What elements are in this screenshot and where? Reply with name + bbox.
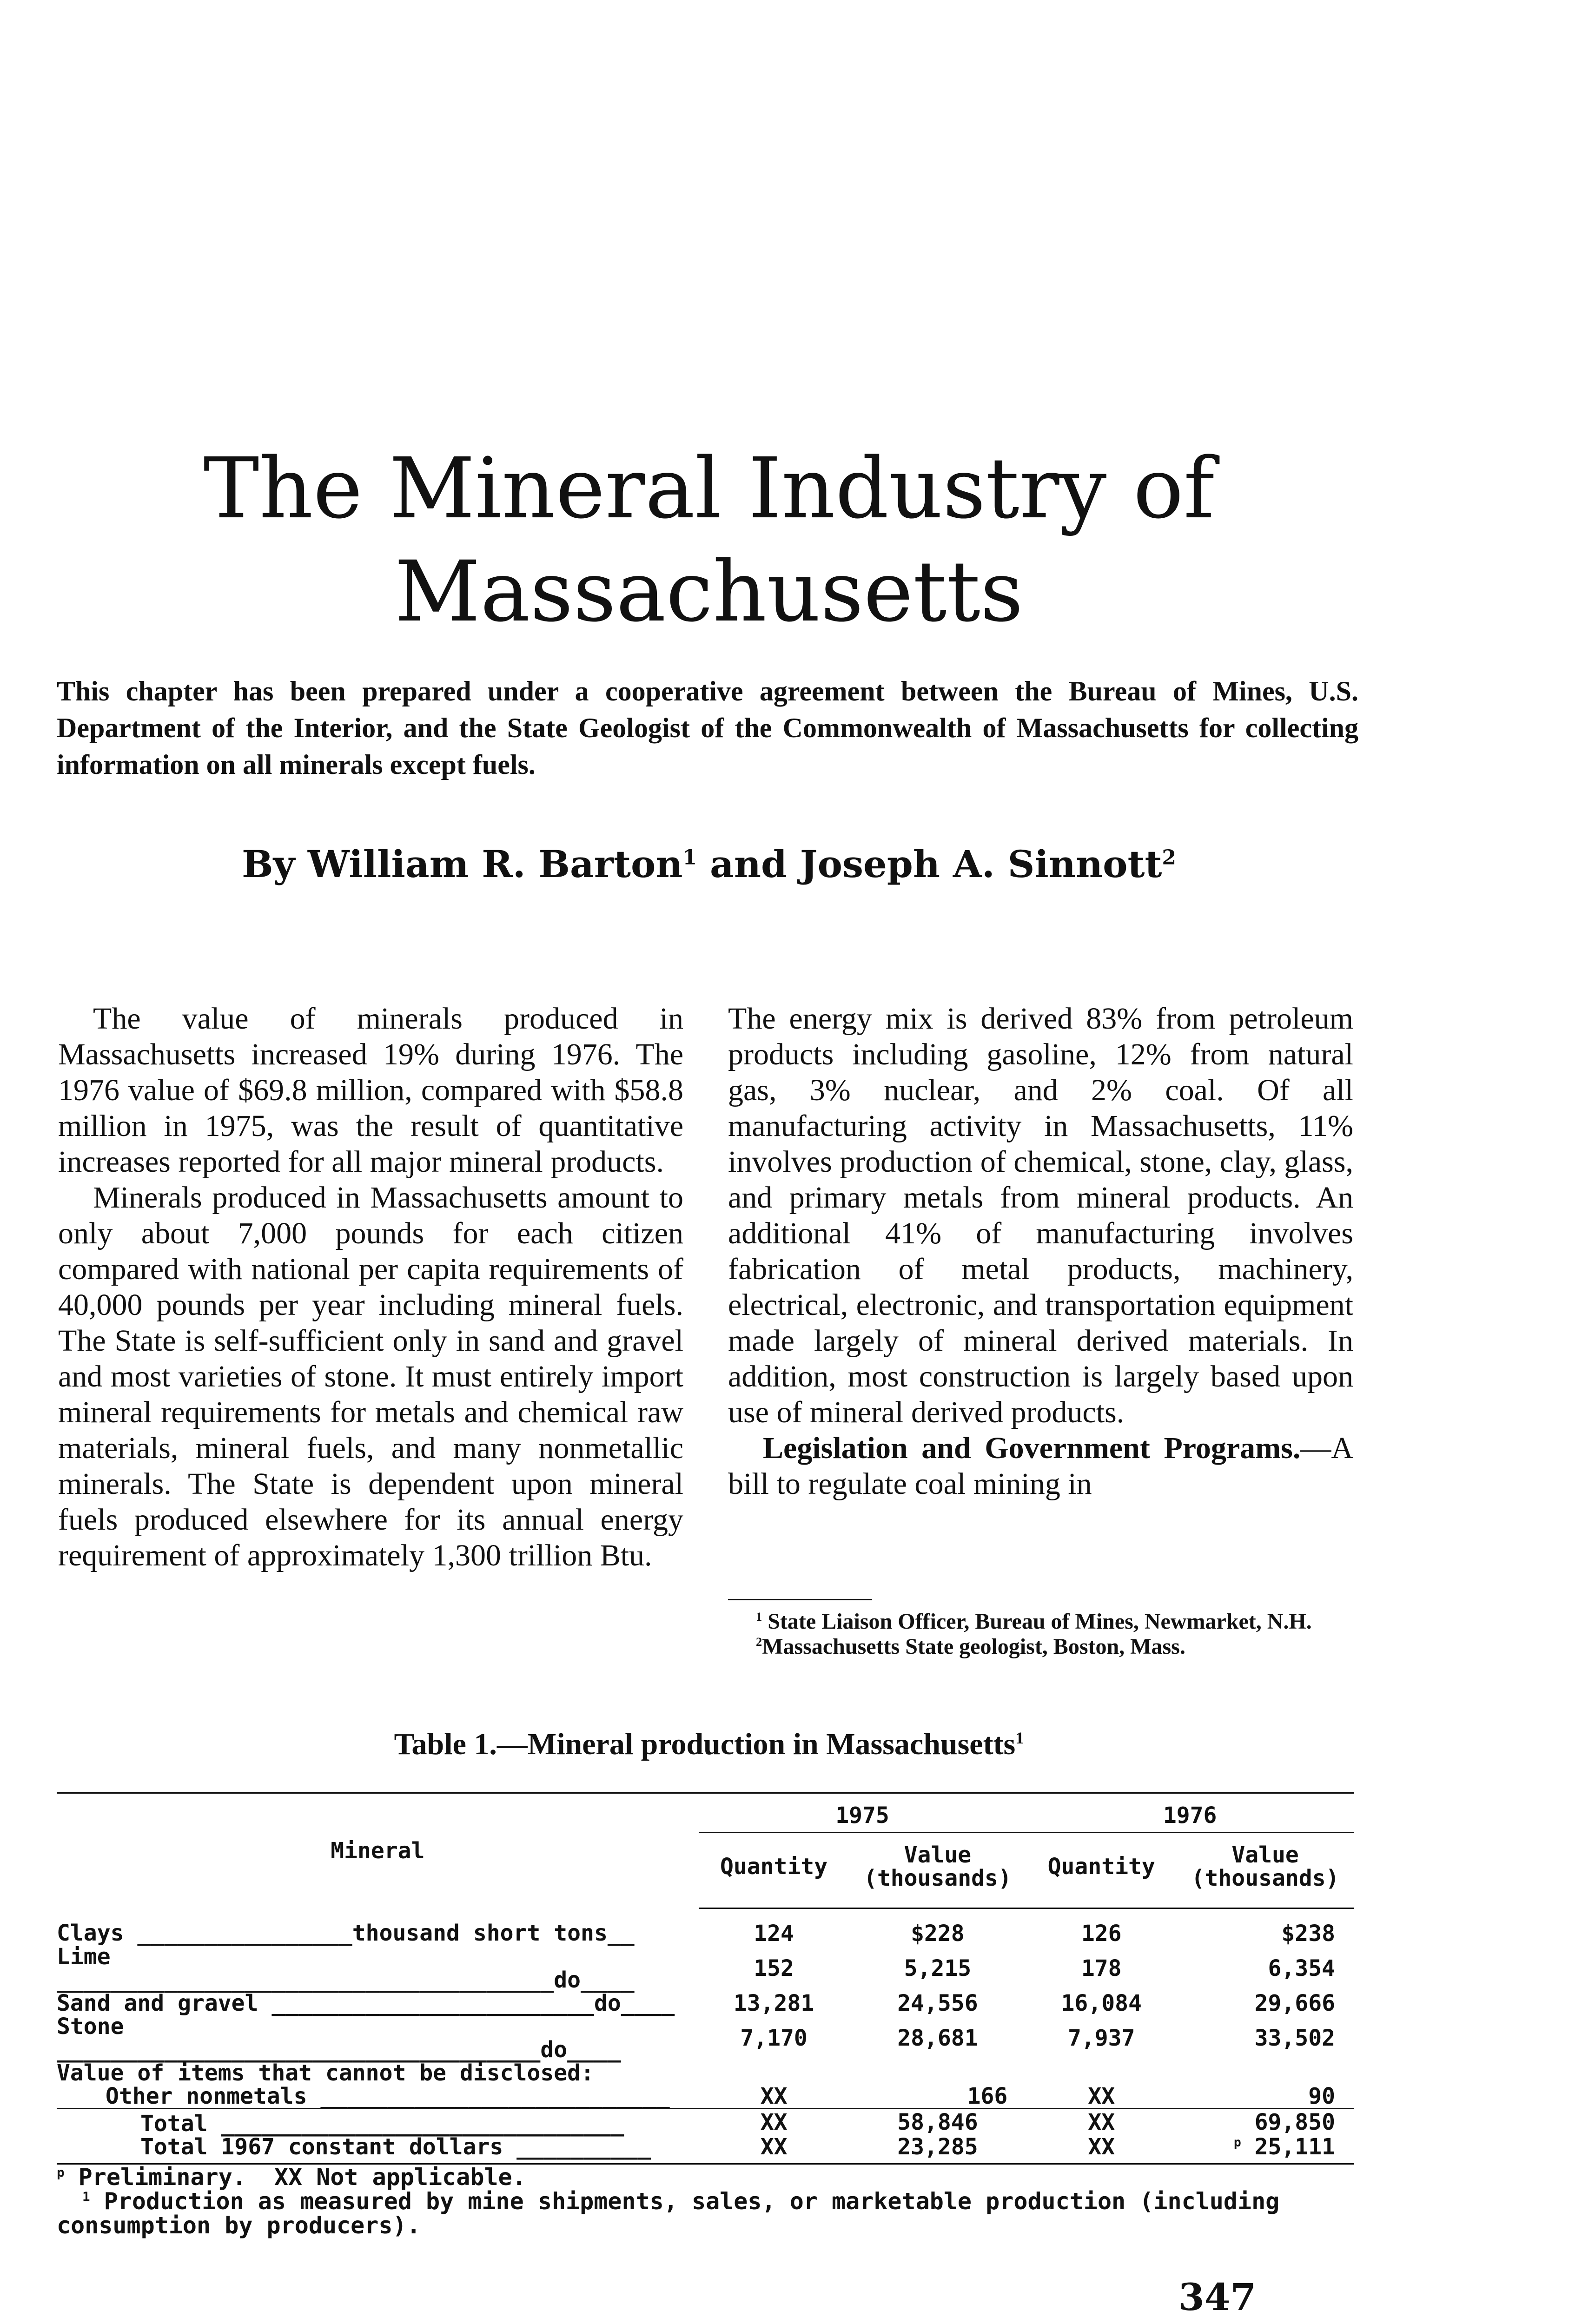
footnote-1: $^1$ State Liaison Officer, Bureau of Mines, Newmarket, N.H. bbox=[756, 1609, 1312, 1634]
table-row-undisclosed: Value of items that cannot be disclosed: bbox=[57, 2060, 594, 2086]
title-line-2: Massachusetts bbox=[394, 543, 1024, 640]
paragraph-1: The value of minerals produced in Massachusetts increased 19% during 1976. The 1976 value of $69.8 million, compared with $58.8 million in 1975, was the result of quantitative increases reported for all major mineral products. bbox=[58, 1002, 683, 1179]
paragraph-4 bbox=[728, 1430, 1353, 1502]
footnote-2: $^2$Massachusetts State geologist, Boston, Mass. bbox=[756, 1634, 1185, 1659]
author-2: and Joseph A. Sinnott bbox=[697, 842, 1162, 886]
table-row-total-constant: Total 1967 constant dollars __________ XX 23,285 XX $^p$ 25,111 bbox=[57, 2135, 1354, 2164]
table-title-mark: 1 bbox=[1015, 1729, 1024, 1747]
title-line-1: The Mineral Industry of bbox=[203, 440, 1215, 537]
table-row-total: Total ______________________________ XX 58,846 XX 69,850 bbox=[140, 2109, 1335, 2137]
paragraph-2: Minerals produced in Massachusetts amount to only about 7,000 pounds for each citizen compared with national per capita requirements of 40,000 pounds per year including mineral fuels. The State is self-sufficient only in sand and gravel and most varieties of stone. It must entirely import mineral requirements for metals and chemical raw materials, mineral fuels, and many nonmetallic minerals. The State is dependent upon mineral fuels produced elsewhere for its annual energy requirement of approximately 1,300 trillion Btu. bbox=[58, 1181, 683, 1572]
author-1: By William R. Barton bbox=[241, 842, 683, 886]
table-row: Sand and gravel ________________________do____ 13,281 24,556 16,084 29,666 bbox=[57, 1990, 1335, 2016]
header-quantity-1975: Quantity bbox=[699, 1833, 849, 1908]
byline bbox=[0, 842, 1418, 886]
preliminary-mark: p bbox=[1233, 2135, 1241, 2150]
header-year-1976: 1976 bbox=[1026, 1793, 1354, 1833]
paragraph-4-text: —A bill to regulate coal mining in bbox=[728, 1431, 1353, 1501]
body-column-left bbox=[58, 1001, 683, 1573]
section-heading-legislation: Legislation and Government Programs. bbox=[763, 1431, 1301, 1465]
header-quantity-1976: Quantity bbox=[1026, 1833, 1177, 1908]
table-row: Stone ____________________________________do____ 7,170 28,681 7,937 33,502 bbox=[57, 2014, 1335, 2063]
table-title: Table 1.—Mineral production in Massachusetts$^1$ bbox=[394, 1727, 1024, 1761]
mineral-production-table bbox=[57, 1792, 1354, 2165]
intro-note: This chapter has been prepared under a cooperative agreement between the Bureau of Mines, U.S. Department of the Interior, and the State Geologist of the Commonwealth of Massachusetts for collecting information on all minerals except fuels. bbox=[57, 676, 1358, 780]
table-note-1: $^1$ Production as measured by mine shipments, sales, or marketable production (including consumption by producers). bbox=[57, 2188, 1280, 2239]
page-title bbox=[0, 437, 1418, 644]
footnote-divider bbox=[728, 1599, 872, 1600]
footnotes bbox=[728, 1609, 1353, 1659]
table-row: Lime _____________________________________do____ 152 5,215 178 6,354 bbox=[57, 1944, 1335, 1993]
body-column-right bbox=[728, 1001, 1353, 1502]
page-number: 347 bbox=[1178, 2275, 1256, 2319]
table-note-legend: $^p$ Preliminary. XX Not applicable. bbox=[57, 2164, 526, 2191]
header-value-1976: Value (thousands) bbox=[1177, 1833, 1354, 1908]
paragraph-3: The energy mix is derived 83% from petroleum products including gasoline, 12% from natural gas, 3% nuclear, and 2% coal. Of all manufacturing activity in Massachusetts, 11% involves production of chemical, stone, clay, glass, and primary metals from mineral products. An additional 41% of manufacturing involves fabrication of metal products, machinery, electrical, electronic, and transportation equipment made largely of mineral derived materials. In addition, most construction is largely based upon use of mineral derived products. bbox=[728, 1002, 1353, 1429]
table-notes bbox=[57, 2165, 1354, 2238]
footnote-mark-1: 1 bbox=[682, 845, 697, 870]
header-mineral: Mineral bbox=[57, 1793, 699, 1908]
table-row: Clays ________________thousand short tons__ 124 $228 126 $238 bbox=[57, 1920, 1335, 1947]
table-row-other: Other nonmetals __________________________ XX 166 XX 90 bbox=[57, 2085, 1354, 2109]
header-year-1975: 1975 bbox=[699, 1793, 1026, 1833]
footnote-mark-2: 2 bbox=[1162, 845, 1177, 870]
header-value-1975: Value (thousands) bbox=[849, 1833, 1026, 1908]
